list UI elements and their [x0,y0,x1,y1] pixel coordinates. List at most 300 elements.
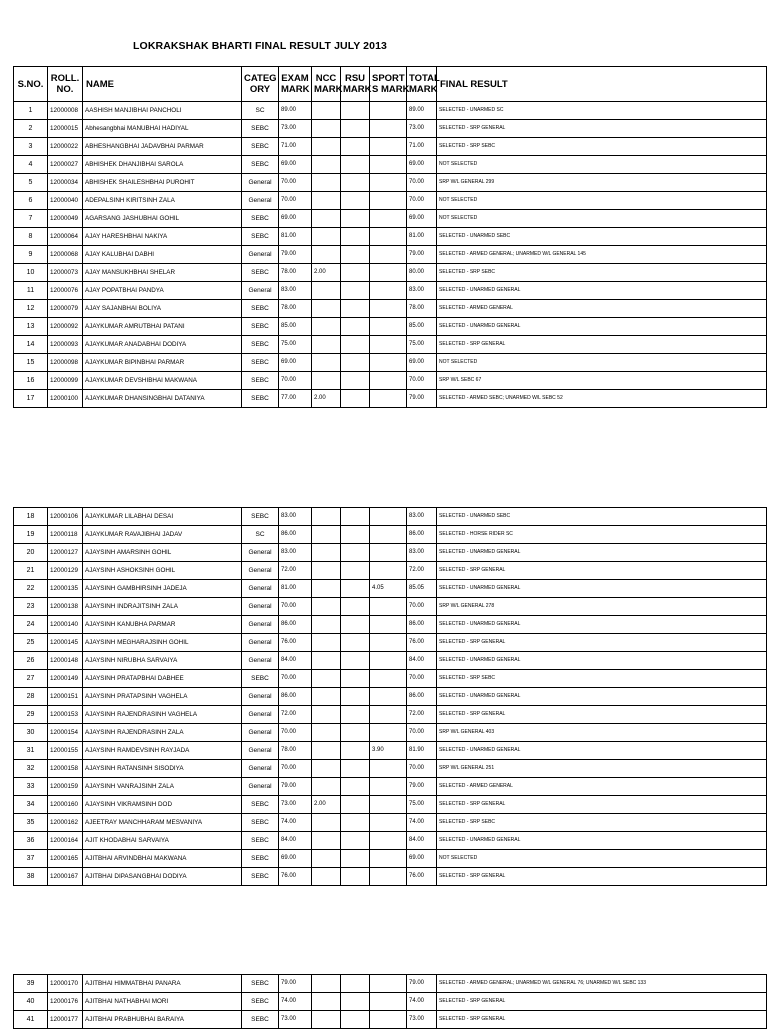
table-row [14,102,767,120]
cell-sno: 26 [14,652,48,670]
cell-roll-no: 12000162 [48,814,83,832]
cell-rsu-mark [341,993,370,1011]
cell-sno: 30 [14,724,48,742]
cell-ncc-mark [312,706,341,724]
cell-sno: 10 [14,264,48,282]
cell-rsu-mark [341,228,370,246]
cell-roll-no: 12000154 [48,724,83,742]
cell-name: AJAYSINH MEGHARAJSINH GOHIL [83,634,242,652]
cell-sports-mark [370,868,407,886]
cell-name: AJAYSINH RAMDEVSINH RAYJADA [83,742,242,760]
table-row [14,210,767,228]
table-row [14,742,767,760]
cell-exam-mark: 78.00 [279,300,312,318]
cell-sno: 27 [14,670,48,688]
cell-ncc-mark [312,688,341,706]
cell-rsu-mark [341,634,370,652]
cell-exam-mark: 83.00 [279,544,312,562]
cell-category: SEBC [242,354,279,372]
cell-rsu-mark [341,814,370,832]
cell-name: AJAYSINH AMARSINH GOHIL [83,544,242,562]
cell-sno: 5 [14,174,48,192]
cell-sports-mark [370,336,407,354]
cell-exam-mark: 72.00 [279,562,312,580]
cell-sno: 24 [14,616,48,634]
cell-roll-no: 12000040 [48,192,83,210]
cell-rsu-mark [341,264,370,282]
cell-ncc-mark [312,598,341,616]
table-row [14,580,767,598]
cell-total-mark: 85.05 [407,580,437,598]
cell-sno: 22 [14,580,48,598]
cell-total-mark: 86.00 [407,616,437,634]
header-name: NAME [83,67,242,102]
header-sno: S.NO. [14,67,48,102]
header-row [14,67,767,102]
cell-rsu-mark [341,975,370,993]
cell-rsu-mark [341,616,370,634]
cell-ncc-mark [312,832,341,850]
cell-name: AJAYKUMAR DEVSHIBHAI MAKWANA [83,372,242,390]
cell-category: General [242,580,279,598]
cell-name: AJAY POPATBHAI PANDYA [83,282,242,300]
cell-category: General [242,246,279,264]
table-row [14,688,767,706]
cell-sports-mark [370,814,407,832]
cell-ncc-mark [312,742,341,760]
cell-roll-no: 12000160 [48,796,83,814]
table-row [14,975,767,993]
cell-rsu-mark [341,336,370,354]
cell-total-mark: 79.00 [407,390,437,408]
header-exam-mark: EXAM MARK [279,67,312,102]
cell-roll-no: 12000177 [48,1011,83,1029]
cell-ncc-mark [312,814,341,832]
cell-total-mark: 81.90 [407,742,437,760]
cell-sports-mark [370,850,407,868]
cell-category: SEBC [242,390,279,408]
cell-final-result: SELECTED - SRP SEBC [437,670,767,688]
cell-name: AJAYKUMAR BIPINBHAI PARMAR [83,354,242,372]
cell-sno: 13 [14,318,48,336]
cell-final-result: SELECTED - SRP GENERAL [437,706,767,724]
header-ncc-mark: NCC MARK [312,67,341,102]
cell-exam-mark: 83.00 [279,282,312,300]
cell-name: AJAYSINH PRATAPSINH VAGHELA [83,688,242,706]
table-row [14,138,767,156]
cell-rsu-mark [341,246,370,264]
cell-rsu-mark [341,850,370,868]
cell-name: AJAYSINH NIRUBHA SARVAIYA [83,652,242,670]
cell-category: SEBC [242,832,279,850]
cell-exam-mark: 89.00 [279,102,312,120]
cell-category: SC [242,102,279,120]
cell-category: General [242,778,279,796]
cell-rsu-mark [341,778,370,796]
cell-category: General [242,760,279,778]
cell-final-result: SELECTED - SRP SEBC [437,814,767,832]
cell-final-result: NOT SELECTED [437,192,767,210]
cell-total-mark: 70.00 [407,724,437,742]
cell-ncc-mark [312,210,341,228]
cell-sno: 17 [14,390,48,408]
cell-name: AJAYKUMAR LILABHAI DESAI [83,508,242,526]
cell-ncc-mark [312,724,341,742]
document-title: LOKRAKSHAK BHARTI FINAL RESULT JULY 2013 [133,40,387,52]
table-row [14,634,767,652]
cell-final-result: SELECTED - SRP GENERAL [437,1011,767,1029]
cell-total-mark: 89.00 [407,102,437,120]
cell-total-mark: 83.00 [407,508,437,526]
cell-sports-mark [370,246,407,264]
cell-ncc-mark [312,760,341,778]
cell-exam-mark: 72.00 [279,706,312,724]
cell-name: AJAY KALUBHAI DABHI [83,246,242,264]
cell-final-result: SELECTED - UNARMED GENERAL [437,688,767,706]
cell-sports-mark [370,318,407,336]
cell-category: SEBC [242,850,279,868]
table-row [14,868,767,886]
cell-roll-no: 12000022 [48,138,83,156]
cell-total-mark: 69.00 [407,354,437,372]
cell-final-result: SELECTED - SRP GENERAL [437,634,767,652]
cell-category: SEBC [242,868,279,886]
cell-category: SEBC [242,228,279,246]
cell-sports-mark [370,796,407,814]
cell-rsu-mark [341,120,370,138]
table-row [14,300,767,318]
cell-rsu-mark [341,390,370,408]
cell-rsu-mark [341,742,370,760]
cell-sno: 14 [14,336,48,354]
cell-rsu-mark [341,580,370,598]
cell-sno: 3 [14,138,48,156]
cell-total-mark: 72.00 [407,706,437,724]
header-final-result: FINAL RESULT [437,67,767,102]
cell-category: SEBC [242,120,279,138]
cell-category: General [242,724,279,742]
cell-total-mark: 73.00 [407,1011,437,1029]
cell-exam-mark: 81.00 [279,228,312,246]
cell-roll-no: 12000148 [48,652,83,670]
cell-name: AJAYSINH RAJENDRASINH ZALA [83,724,242,742]
table-row [14,526,767,544]
cell-ncc-mark [312,174,341,192]
table-row [14,993,767,1011]
cell-sno: 11 [14,282,48,300]
cell-roll-no: 12000008 [48,102,83,120]
cell-exam-mark: 70.00 [279,598,312,616]
cell-total-mark: 79.00 [407,778,437,796]
cell-final-result: SELECTED - ARMED GENERAL; UNARMED W/L GENERAL 76; UNARMED W/L SEBC 133 [437,975,767,993]
cell-name: AJAY HARESHBHAI NAKIYA [83,228,242,246]
cell-rsu-mark [341,282,370,300]
cell-total-mark: 70.00 [407,760,437,778]
cell-total-mark: 69.00 [407,156,437,174]
cell-rsu-mark [341,138,370,156]
cell-sports-mark [370,282,407,300]
cell-ncc-mark [312,336,341,354]
cell-roll-no: 12000167 [48,868,83,886]
cell-final-result: SELECTED - UNARMED SEBC [437,508,767,526]
table-row [14,228,767,246]
cell-roll-no: 12000068 [48,246,83,264]
cell-exam-mark: 73.00 [279,1011,312,1029]
cell-final-result: SELECTED - SRP SEBC [437,264,767,282]
cell-ncc-mark [312,993,341,1011]
cell-name: AJITBHAI NATHABHAI MORI [83,993,242,1011]
cell-name: Abhesangbhai MANUBHAI HADIYAL [83,120,242,138]
cell-exam-mark: 78.00 [279,264,312,282]
cell-final-result: SELECTED - ARMED GENERAL [437,778,767,796]
cell-rsu-mark [341,670,370,688]
cell-exam-mark: 74.00 [279,814,312,832]
cell-sports-mark [370,390,407,408]
cell-category: SEBC [242,336,279,354]
cell-ncc-mark [312,616,341,634]
cell-exam-mark: 83.00 [279,508,312,526]
cell-final-result: SELECTED - SRP GENERAL [437,796,767,814]
cell-roll-no: 12000155 [48,742,83,760]
cell-name: AJAYSINH INDRAJITSINH ZALA [83,598,242,616]
cell-final-result: NOT SELECTED [437,354,767,372]
cell-name: AJAYKUMAR ANADABHAI DODIYA [83,336,242,354]
cell-ncc-mark [312,246,341,264]
cell-rsu-mark [341,192,370,210]
cell-final-result: SELECTED - UNARMED GENERAL [437,318,767,336]
cell-category: General [242,174,279,192]
cell-final-result: NOT SELECTED [437,156,767,174]
cell-category: SEBC [242,210,279,228]
cell-exam-mark: 70.00 [279,192,312,210]
cell-sports-mark [370,120,407,138]
cell-roll-no: 12000164 [48,832,83,850]
table-row [14,796,767,814]
cell-final-result: SRP W/L GENERAL 299 [437,174,767,192]
table-row [14,832,767,850]
cell-rsu-mark [341,526,370,544]
cell-roll-no: 12000127 [48,544,83,562]
cell-sports-mark [370,156,407,174]
cell-rsu-mark [341,318,370,336]
table-row [14,724,767,742]
cell-exam-mark: 69.00 [279,156,312,174]
table-row [14,318,767,336]
table-row [14,282,767,300]
cell-roll-no: 12000073 [48,264,83,282]
cell-exam-mark: 84.00 [279,652,312,670]
cell-ncc-mark [312,228,341,246]
cell-category: General [242,688,279,706]
cell-sno: 8 [14,228,48,246]
cell-ncc-mark [312,300,341,318]
cell-name: AJITBHAI ARVINDBHAI MAKWANA [83,850,242,868]
cell-name: AJAYSINH ASHOKSINH GOHIL [83,562,242,580]
cell-sno: 33 [14,778,48,796]
cell-roll-no: 12000149 [48,670,83,688]
cell-exam-mark: 70.00 [279,760,312,778]
cell-ncc-mark [312,138,341,156]
cell-rsu-mark [341,354,370,372]
table-row [14,850,767,868]
cell-ncc-mark [312,156,341,174]
cell-sno: 39 [14,975,48,993]
cell-category: SEBC [242,372,279,390]
cell-sno: 41 [14,1011,48,1029]
cell-name: AJAY SAJANBHAI BOLIYA [83,300,242,318]
cell-exam-mark: 70.00 [279,174,312,192]
cell-name: AJAYSINH VANRAJSINH ZALA [83,778,242,796]
cell-rsu-mark [341,598,370,616]
cell-exam-mark: 73.00 [279,796,312,814]
cell-total-mark: 81.00 [407,228,437,246]
cell-final-result: SELECTED - ARMED GENERAL [437,300,767,318]
cell-name: AJITBHAI PRABHUBHAI BARAIYA [83,1011,242,1029]
cell-sno: 1 [14,102,48,120]
cell-sports-mark [370,616,407,634]
table-row [14,372,767,390]
cell-ncc-mark [312,508,341,526]
cell-rsu-mark [341,724,370,742]
cell-final-result: SELECTED - SRP GENERAL [437,336,767,354]
table-row [14,706,767,724]
cell-sports-mark [370,138,407,156]
cell-sno: 40 [14,993,48,1011]
cell-sno: 38 [14,868,48,886]
cell-rsu-mark [341,868,370,886]
cell-ncc-mark [312,120,341,138]
cell-sports-mark [370,652,407,670]
cell-category: General [242,192,279,210]
cell-ncc-mark [312,544,341,562]
cell-sports-mark [370,174,407,192]
cell-name: AJITBHAI DIPASANGBHAI DODIYA [83,868,242,886]
cell-rsu-mark [341,210,370,228]
cell-total-mark: 76.00 [407,868,437,886]
cell-sports-mark [370,228,407,246]
cell-final-result: SELECTED - ARMED SEBC; UNARMED W/L SEBC 52 [437,390,767,408]
cell-exam-mark: 78.00 [279,742,312,760]
cell-roll-no: 12000159 [48,778,83,796]
cell-total-mark: 70.00 [407,192,437,210]
header-roll: ROLL. NO. [48,67,83,102]
cell-total-mark: 83.00 [407,282,437,300]
cell-roll-no: 12000076 [48,282,83,300]
cell-sno: 25 [14,634,48,652]
cell-sno: 28 [14,688,48,706]
cell-total-mark: 75.00 [407,336,437,354]
cell-roll-no: 12000118 [48,526,83,544]
cell-roll-no: 12000106 [48,508,83,526]
header-category: CATEG ORY [242,67,279,102]
cell-ncc-mark: 2.00 [312,264,341,282]
cell-total-mark: 72.00 [407,562,437,580]
cell-sno: 32 [14,760,48,778]
cell-name: AJAYSINH VIKRAMSINH DOD [83,796,242,814]
cell-total-mark: 86.00 [407,526,437,544]
cell-final-result: SELECTED - UNARMED GENERAL [437,652,767,670]
cell-roll-no: 12000100 [48,390,83,408]
cell-final-result: SELECTED - SRP SEBC [437,138,767,156]
cell-sno: 21 [14,562,48,580]
cell-roll-no: 12000034 [48,174,83,192]
cell-roll-no: 12000079 [48,300,83,318]
cell-sports-mark [370,562,407,580]
cell-category: SEBC [242,670,279,688]
table-row [14,120,767,138]
cell-category: SEBC [242,814,279,832]
cell-sports-mark [370,832,407,850]
cell-roll-no: 12000153 [48,706,83,724]
cell-rsu-mark [341,832,370,850]
cell-exam-mark: 86.00 [279,616,312,634]
cell-sno: 18 [14,508,48,526]
cell-sno: 29 [14,706,48,724]
cell-ncc-mark [312,354,341,372]
cell-ncc-mark [312,102,341,120]
cell-sno: 16 [14,372,48,390]
cell-sports-mark [370,706,407,724]
cell-category: General [242,742,279,760]
cell-category: SC [242,526,279,544]
cell-roll-no: 12000140 [48,616,83,634]
cell-total-mark: 71.00 [407,138,437,156]
table-row [14,778,767,796]
cell-category: SEBC [242,796,279,814]
cell-name: AJAY MANSUKHBHAI SHELAR [83,264,242,282]
cell-name: AJAYSINH RAJENDRASINH VAGHELA [83,706,242,724]
cell-ncc-mark [312,192,341,210]
cell-name: ABHISHEK SHAILESHBHAI PUROHIT [83,174,242,192]
cell-sports-mark: 4.05 [370,580,407,598]
cell-sports-mark [370,210,407,228]
cell-final-result: SELECTED - UNARMED GENERAL [437,282,767,300]
cell-ncc-mark [312,652,341,670]
cell-ncc-mark: 2.00 [312,390,341,408]
cell-category: General [242,652,279,670]
cell-category: SEBC [242,138,279,156]
cell-sno: 35 [14,814,48,832]
cell-rsu-mark [341,174,370,192]
cell-sports-mark [370,670,407,688]
table-row [14,562,767,580]
cell-exam-mark: 79.00 [279,778,312,796]
cell-name: ADEPALSINH KIRITSINH ZALA [83,192,242,210]
cell-rsu-mark [341,652,370,670]
table-row [14,264,767,282]
cell-name: AJAYKUMAR RAVAJIBHAI JADAV [83,526,242,544]
cell-ncc-mark [312,670,341,688]
cell-exam-mark: 85.00 [279,318,312,336]
cell-sports-mark: 3.90 [370,742,407,760]
cell-final-result: SELECTED - HORSE RIDER SC [437,526,767,544]
cell-final-result: SELECTED - SRP GENERAL [437,120,767,138]
cell-total-mark: 75.00 [407,796,437,814]
cell-total-mark: 84.00 [407,832,437,850]
cell-name: AJAYSINH RATANSINH SISODIYA [83,760,242,778]
cell-exam-mark: 75.00 [279,336,312,354]
cell-category: SEBC [242,508,279,526]
cell-sports-mark [370,102,407,120]
cell-exam-mark: 77.00 [279,390,312,408]
cell-category: SEBC [242,264,279,282]
cell-name: AASHISH MANJIBHAI PANCHOLI [83,102,242,120]
header-rsu-mark: RSU MARK [341,67,370,102]
cell-sno: 9 [14,246,48,264]
cell-rsu-mark [341,1011,370,1029]
cell-total-mark: 76.00 [407,634,437,652]
cell-sno: 31 [14,742,48,760]
